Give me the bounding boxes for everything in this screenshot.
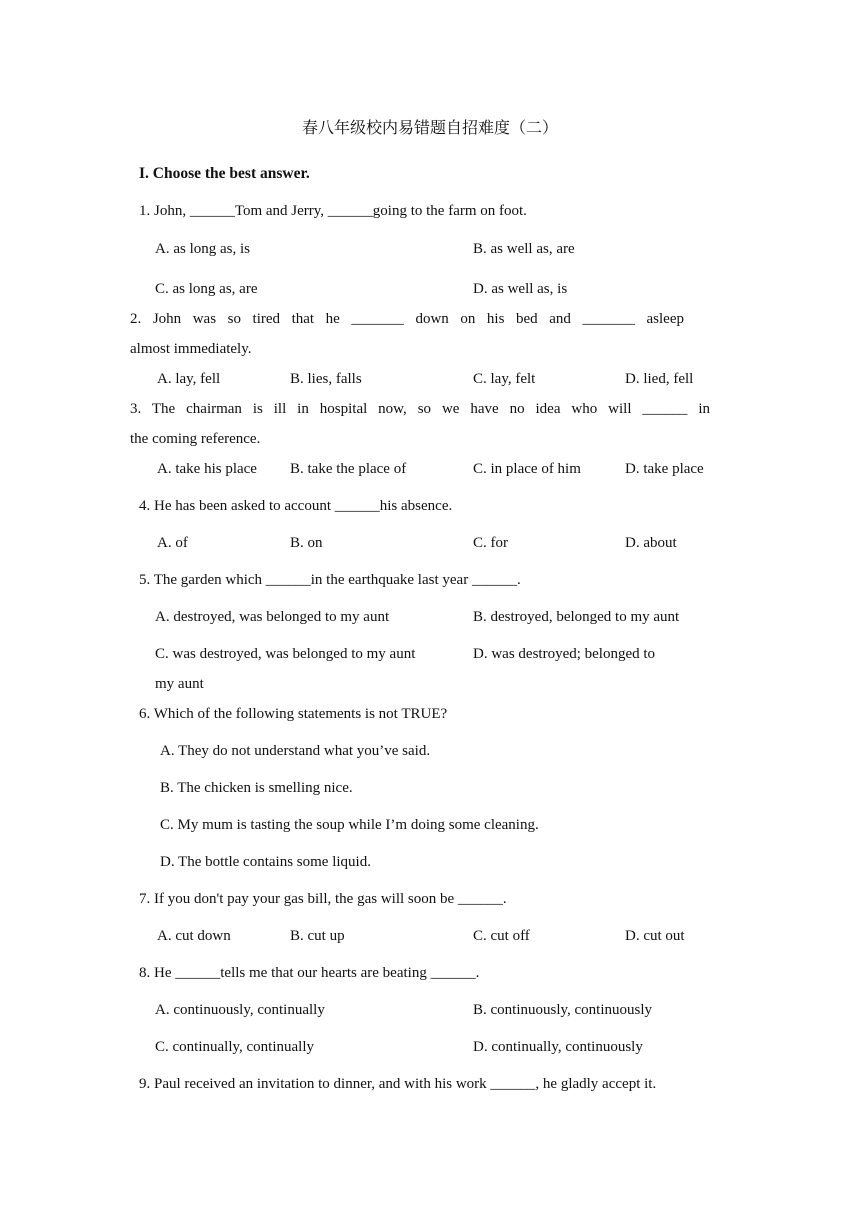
question-8-option-d: D. continually, continuously: [473, 1039, 643, 1055]
page-title: 春八年级校内易错题自招难度（二）: [301, 120, 558, 137]
question-5-option-d-line-1: D. was destroyed; belonged to: [473, 646, 656, 662]
question-2-option-b: B. lies, falls: [290, 371, 362, 387]
question-5-option-d-line-2: my aunt: [155, 676, 204, 692]
question-2-option-a: A. lay, fell: [157, 371, 221, 387]
question-2-option-d: D. lied, fell: [625, 371, 694, 387]
question-7-option-a: A. cut down: [157, 928, 231, 944]
question-3-option-d: D. take place: [625, 461, 704, 477]
question-5-option-a: A. destroyed, was belonged to my aunt: [155, 609, 390, 625]
question-6-option-a: A. They do not understand what you’ve said.: [160, 743, 431, 759]
question-3-option-c: C. in place of him: [473, 461, 581, 477]
question-5-option-c: C. was destroyed, was belonged to my aunt: [155, 646, 416, 662]
question-7-stem: 7. If you don't pay your gas bill, the gas will soon be ______.: [139, 891, 507, 907]
question-7-option-d: D. cut out: [625, 928, 685, 944]
question-6-stem: 6. Which of the following statements is not TRUE?: [139, 706, 448, 722]
question-8-option-a: A. continuously, continually: [155, 1002, 325, 1018]
question-6-option-d: D. The bottle contains some liquid.: [160, 854, 371, 870]
question-1-option-a: A. as long as, is: [155, 241, 250, 257]
question-4-option-a: A. of: [157, 535, 188, 551]
question-1-option-c: C. as long as, are: [155, 281, 258, 297]
section-heading: I. Choose the best answer.: [139, 165, 310, 182]
question-5-option-b: B. destroyed, belonged to my aunt: [473, 609, 680, 625]
question-8-option-c: C. continually, continually: [155, 1039, 315, 1055]
question-5-stem: 5. The garden which ______in the earthquake last year ______.: [139, 572, 521, 588]
question-7-option-b: B. cut up: [290, 928, 345, 944]
question-1-option-d: D. as well as, is: [473, 281, 568, 297]
question-3-stem-line-2: the coming reference.: [130, 431, 261, 447]
question-3-option-b: B. take the place of: [290, 461, 407, 477]
question-4-option-b: B. on: [290, 535, 323, 551]
question-1-stem: 1. John, ______Tom and Jerry, ______going to the farm on foot.: [139, 203, 527, 219]
question-2-stem-line-2: almost immediately.: [130, 341, 252, 357]
question-4-option-c: C. for: [473, 535, 508, 551]
question-7-option-c: C. cut off: [473, 928, 530, 944]
question-3-stem-line-1: 3. The chairman is ill in hospital now, so we have no idea who will ______ in: [130, 401, 710, 417]
question-6-option-b: B. The chicken is smelling nice.: [160, 780, 353, 796]
question-2-option-c: C. lay, felt: [473, 371, 536, 387]
question-8-stem: 8. He ______tells me that our hearts are beating ______.: [139, 965, 480, 981]
question-2-stem-line-1: 2. John was so tired that he _______ down on his bed and _______ asleep: [130, 311, 684, 327]
question-6-option-c: C. My mum is tasting the soup while I’m doing some cleaning.: [160, 817, 539, 833]
question-9-stem: 9. Paul received an invitation to dinner, and with his work ______, he gladly accept it.: [139, 1076, 657, 1092]
question-4-stem: 4. He has been asked to account ______his absence.: [139, 498, 453, 514]
question-8-option-b: B. continuously, continuously: [473, 1002, 653, 1018]
question-4-option-d: D. about: [625, 535, 677, 551]
question-3-option-a: A. take his place: [157, 461, 257, 477]
question-1-option-b: B. as well as, are: [473, 241, 575, 257]
